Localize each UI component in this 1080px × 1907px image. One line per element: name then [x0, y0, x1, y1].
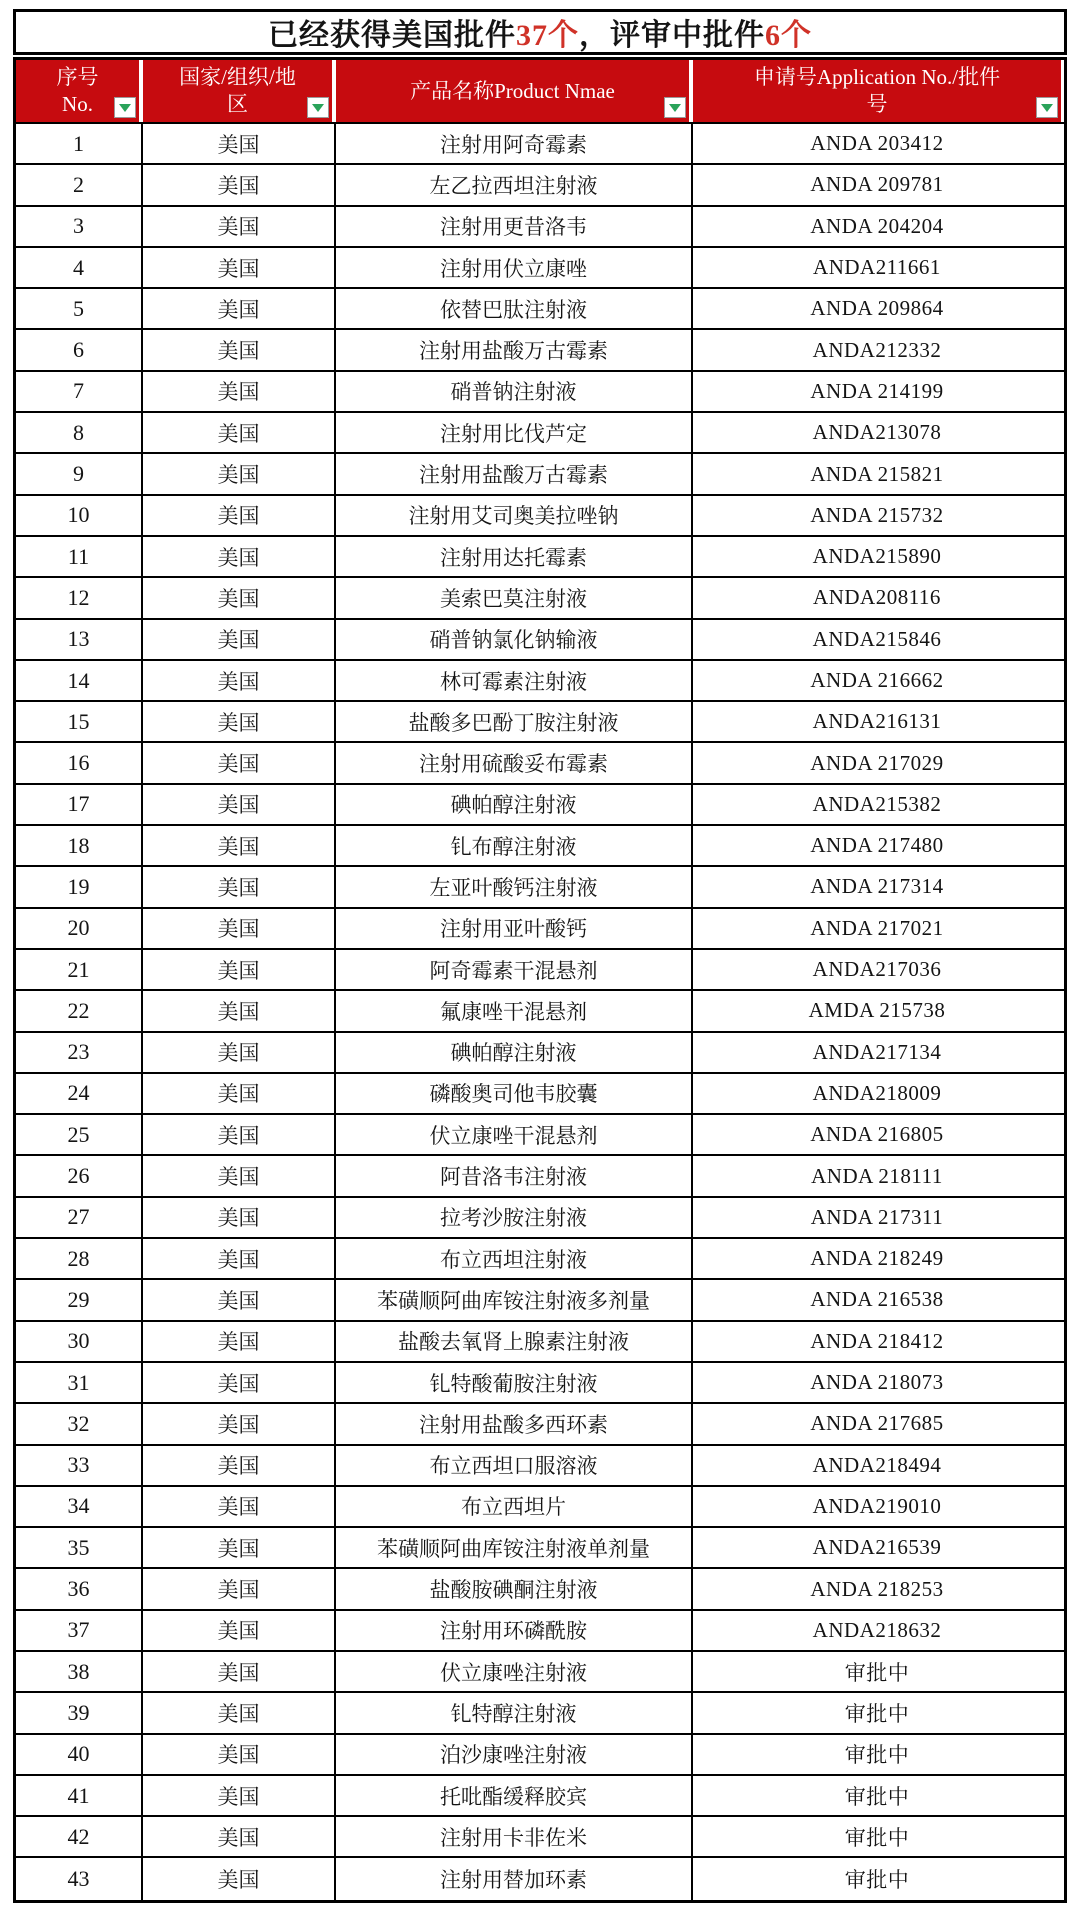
- table-row: [16, 372, 1064, 413]
- cell-app: ANDA 214199: [810, 378, 944, 403]
- cell-app: ANDA 216538: [810, 1287, 944, 1312]
- table-row: [16, 1776, 1064, 1817]
- cell-country: 美国: [143, 289, 336, 328]
- cell-no: 30: [16, 1322, 143, 1361]
- cell-country: 美国: [143, 1693, 336, 1732]
- table-row: [16, 413, 1064, 454]
- triangle-down-icon: [669, 104, 681, 112]
- cell-product: 注射用盐酸多西环素: [336, 1404, 693, 1443]
- table-row: [16, 785, 1064, 826]
- cell-app: ANDA212332: [812, 337, 942, 362]
- approvals-table: [13, 57, 1067, 1903]
- cell-app: 审批中: [844, 1784, 910, 1809]
- cell-app: ANDA 209781: [810, 172, 944, 197]
- table-row: [16, 496, 1064, 537]
- cell-app: ANDA211661: [813, 255, 941, 280]
- cell-no: 31: [16, 1363, 143, 1402]
- cell-product: 林可霉素注射液: [336, 661, 693, 700]
- cell-no: 32: [16, 1404, 143, 1443]
- cell-app: ANDA218632: [812, 1617, 942, 1642]
- column-header-product-name: [336, 60, 693, 122]
- table-row: [16, 1446, 1064, 1487]
- table-row: [16, 1280, 1064, 1321]
- cell-country: 美国: [143, 1404, 336, 1443]
- table-row: [16, 1652, 1064, 1693]
- cell-country: 美国: [143, 1074, 336, 1113]
- cell-app: ANDA 218253: [810, 1576, 944, 1601]
- cell-no: 12: [16, 578, 143, 617]
- cell-product: 伏立康唑干混悬剂: [336, 1115, 693, 1154]
- cell-country: 美国: [143, 950, 336, 989]
- table-row: [16, 330, 1064, 371]
- cell-app: 审批中: [844, 1868, 910, 1893]
- table-row: [16, 1033, 1064, 1074]
- triangle-down-icon: [1041, 104, 1053, 112]
- cell-app: ANDA216131: [812, 709, 942, 734]
- cell-no: 7: [16, 372, 143, 411]
- cell-app: ANDA 209864: [810, 296, 944, 321]
- cell-no: 43: [16, 1858, 143, 1899]
- table-title: [13, 9, 1067, 55]
- cell-no: 28: [16, 1239, 143, 1278]
- cell-product: 阿昔洛韦注射液: [336, 1156, 693, 1195]
- table-row: [16, 826, 1064, 867]
- column-header-label: 申请号Application No./批件 号: [753, 65, 1001, 116]
- cell-country: 美国: [143, 1611, 336, 1650]
- cell-no: 6: [16, 330, 143, 369]
- filter-dropdown-icon[interactable]: [664, 97, 686, 118]
- cell-product: 钆布醇注射液: [336, 826, 693, 865]
- cell-no: 13: [16, 620, 143, 659]
- table-row: [16, 743, 1064, 784]
- column-header-label: 国家/组织/地 区: [179, 65, 296, 116]
- cell-product: 泊沙康唑注射液: [336, 1735, 693, 1774]
- cell-app: ANDA 218111: [811, 1163, 943, 1188]
- cell-product: 左乙拉西坦注射液: [336, 165, 693, 204]
- cell-app: 审批中: [844, 1743, 910, 1768]
- cell-app: ANDA 217314: [810, 874, 944, 899]
- cell-country: 美国: [143, 1363, 336, 1402]
- cell-country: 美国: [143, 578, 336, 617]
- cell-no: 35: [16, 1528, 143, 1567]
- cell-app: ANDA 218412: [810, 1328, 944, 1353]
- cell-no: 10: [16, 496, 143, 535]
- table-row: [16, 1817, 1064, 1858]
- cell-product: 注射用达托霉素: [336, 537, 693, 576]
- cell-product: 磷酸奥司他韦胶囊: [336, 1074, 693, 1113]
- cell-product: 注射用更昔洛韦: [336, 207, 693, 246]
- table-row: [16, 1569, 1064, 1610]
- cell-app: ANDA 217029: [810, 750, 944, 775]
- cell-no: 23: [16, 1033, 143, 1072]
- table-row: [16, 207, 1064, 248]
- table-row: [16, 1363, 1064, 1404]
- cell-app: ANDA213078: [812, 420, 942, 445]
- cell-no: 37: [16, 1611, 143, 1650]
- table-row: [16, 1611, 1064, 1652]
- cell-product: 钆特醇注射液: [336, 1693, 693, 1732]
- cell-product: 碘帕醇注射液: [336, 1033, 693, 1072]
- cell-no: 38: [16, 1652, 143, 1691]
- cell-country: 美国: [143, 785, 336, 824]
- table-row: [16, 1239, 1064, 1280]
- table-row: [16, 909, 1064, 950]
- cell-no: 34: [16, 1487, 143, 1526]
- cell-country: 美国: [143, 454, 336, 493]
- cell-app: ANDA215382: [812, 791, 942, 816]
- cell-country: 美国: [143, 165, 336, 204]
- title-text-prefix: 已经获得美国批件: [268, 19, 516, 52]
- cell-app: ANDA215846: [812, 626, 942, 651]
- approved-count: 37个: [516, 19, 579, 52]
- cell-no: 29: [16, 1280, 143, 1319]
- cell-app: ANDA 218249: [810, 1246, 944, 1271]
- title-text-middle: ，评审中批件: [579, 19, 765, 52]
- table-row: [16, 578, 1064, 619]
- cell-product: 注射用盐酸万古霉素: [336, 330, 693, 369]
- cell-no: 26: [16, 1156, 143, 1195]
- cell-no: 41: [16, 1776, 143, 1815]
- cell-app: ANDA 203412: [810, 131, 944, 156]
- table-header-row: [16, 60, 1064, 122]
- cell-app: 审批中: [844, 1701, 910, 1726]
- cell-product: 美索巴莫注射液: [336, 578, 693, 617]
- cell-country: 美国: [143, 207, 336, 246]
- cell-app: ANDA208116: [813, 585, 941, 610]
- cell-country: 美国: [143, 248, 336, 287]
- cell-no: 15: [16, 702, 143, 741]
- cell-product: 布立西坦注射液: [336, 1239, 693, 1278]
- cell-no: 40: [16, 1735, 143, 1774]
- cell-country: 美国: [143, 1735, 336, 1774]
- cell-no: 8: [16, 413, 143, 452]
- table-row: [16, 248, 1064, 289]
- cell-product: 注射用亚叶酸钙: [336, 909, 693, 948]
- cell-country: 美国: [143, 1156, 336, 1195]
- cell-no: 33: [16, 1446, 143, 1485]
- cell-app: ANDA216539: [812, 1535, 942, 1560]
- cell-no: 2: [16, 165, 143, 204]
- cell-no: 1: [16, 124, 143, 163]
- cell-no: 11: [16, 537, 143, 576]
- cell-no: 19: [16, 867, 143, 906]
- cell-product: 盐酸多巴酚丁胺注射液: [336, 702, 693, 741]
- cell-app: ANDA215890: [812, 544, 942, 569]
- cell-app: ANDA 217021: [810, 915, 944, 940]
- cell-no: 14: [16, 661, 143, 700]
- cell-no: 18: [16, 826, 143, 865]
- cell-no: 3: [16, 207, 143, 246]
- cell-product: 硝普钠氯化钠输液: [336, 620, 693, 659]
- cell-country: 美国: [143, 1446, 336, 1485]
- filter-dropdown-icon[interactable]: [307, 97, 329, 118]
- cell-product: 注射用伏立康唑: [336, 248, 693, 287]
- cell-no: 22: [16, 991, 143, 1030]
- cell-product: 苯磺顺阿曲库铵注射液单剂量: [336, 1528, 693, 1567]
- cell-country: 美国: [143, 867, 336, 906]
- table-row: [16, 620, 1064, 661]
- approval-table-sheet: [13, 9, 1067, 1903]
- cell-product: 硝普钠注射液: [336, 372, 693, 411]
- table-row: [16, 1487, 1064, 1528]
- cell-product: 盐酸去氧肾上腺素注射液: [336, 1322, 693, 1361]
- cell-app: ANDA217134: [812, 1039, 942, 1064]
- cell-no: 24: [16, 1074, 143, 1113]
- cell-country: 美国: [143, 413, 336, 452]
- cell-product: 注射用艾司奥美拉唑钠: [336, 496, 693, 535]
- cell-product: 注射用替加环素: [336, 1858, 693, 1899]
- cell-country: 美国: [143, 330, 336, 369]
- cell-app: ANDA 215732: [810, 502, 944, 527]
- cell-product: 布立西坦口服溶液: [336, 1446, 693, 1485]
- cell-app: ANDA218009: [812, 1080, 942, 1105]
- cell-product: 注射用比伐芦定: [336, 413, 693, 452]
- table-row: [16, 537, 1064, 578]
- cell-app: 审批中: [844, 1825, 910, 1850]
- triangle-down-icon: [312, 104, 324, 112]
- table-row: [16, 1322, 1064, 1363]
- filter-dropdown-icon[interactable]: [1036, 97, 1058, 118]
- table-row: [16, 1858, 1064, 1899]
- cell-app: ANDA 217480: [810, 833, 944, 858]
- table-row: [16, 124, 1064, 165]
- table-row: [16, 1735, 1064, 1776]
- cell-app: ANDA219010: [812, 1493, 942, 1518]
- table-row: [16, 1115, 1064, 1156]
- cell-country: 美国: [143, 1776, 336, 1815]
- triangle-down-icon: [119, 104, 131, 112]
- table-row: [16, 867, 1064, 908]
- cell-country: 美国: [143, 1652, 336, 1691]
- cell-app: ANDA 204204: [810, 213, 944, 238]
- cell-no: 21: [16, 950, 143, 989]
- cell-app: ANDA217036: [812, 957, 942, 982]
- cell-no: 9: [16, 454, 143, 493]
- cell-no: 27: [16, 1198, 143, 1237]
- cell-no: 5: [16, 289, 143, 328]
- cell-country: 美国: [143, 661, 336, 700]
- cell-app: ANDA218494: [812, 1452, 942, 1477]
- column-header-label: 产品名称Product Nmae: [410, 78, 615, 103]
- cell-product: 盐酸胺碘酮注射液: [336, 1569, 693, 1608]
- cell-country: 美国: [143, 909, 336, 948]
- cell-app: ANDA 215821: [810, 461, 944, 486]
- cell-app: ANDA 216662: [810, 668, 944, 692]
- cell-no: 39: [16, 1693, 143, 1732]
- cell-app: AMDA 215738: [808, 998, 946, 1023]
- cell-country: 美国: [143, 1280, 336, 1319]
- cell-app: ANDA 218073: [810, 1370, 944, 1395]
- cell-app: ANDA 217685: [810, 1411, 944, 1436]
- cell-country: 美国: [143, 1322, 336, 1361]
- table-row: [16, 1074, 1064, 1115]
- cell-country: 美国: [143, 620, 336, 659]
- cell-country: 美国: [143, 537, 336, 576]
- cell-product: 拉考沙胺注射液: [336, 1198, 693, 1237]
- cell-country: 美国: [143, 743, 336, 782]
- table-row: [16, 1693, 1064, 1734]
- cell-country: 美国: [143, 496, 336, 535]
- cell-country: 美国: [143, 1569, 336, 1608]
- cell-country: 美国: [143, 991, 336, 1030]
- cell-country: 美国: [143, 1528, 336, 1567]
- cell-app: ANDA 216805: [810, 1122, 944, 1147]
- cell-app: ANDA 217311: [810, 1204, 944, 1229]
- column-header-no: [16, 60, 143, 122]
- table-row: [16, 454, 1064, 495]
- table-row: [16, 702, 1064, 743]
- cell-country: 美国: [143, 826, 336, 865]
- cell-country: 美国: [143, 1115, 336, 1154]
- cell-country: 美国: [143, 1033, 336, 1072]
- cell-product: 钆特酸葡胺注射液: [336, 1363, 693, 1402]
- cell-product: 注射用盐酸万古霉素: [336, 454, 693, 493]
- table-row: [16, 950, 1064, 991]
- cell-no: 4: [16, 248, 143, 287]
- table-row: [16, 1156, 1064, 1197]
- cell-product: 托吡酯缓释胶宾: [336, 1776, 693, 1815]
- column-header-application-no: [693, 60, 1061, 122]
- cell-product: 碘帕醇注射液: [336, 785, 693, 824]
- cell-country: 美国: [143, 1858, 336, 1899]
- cell-country: 美国: [143, 1198, 336, 1237]
- cell-country: 美国: [143, 1817, 336, 1856]
- table-row: [16, 1198, 1064, 1239]
- table-row: [16, 289, 1064, 330]
- pending-count: 6个: [765, 19, 812, 52]
- cell-no: 36: [16, 1569, 143, 1608]
- filter-dropdown-icon[interactable]: [114, 97, 136, 118]
- cell-product: 依替巴肽注射液: [336, 289, 693, 328]
- table-row: [16, 1404, 1064, 1445]
- cell-product: 注射用硫酸妥布霉素: [336, 743, 693, 782]
- table-row: [16, 1528, 1064, 1569]
- cell-product: 注射用卡非佐米: [336, 1817, 693, 1856]
- cell-country: 美国: [143, 372, 336, 411]
- cell-product: 阿奇霉素干混悬剂: [336, 950, 693, 989]
- table-row: [16, 165, 1064, 206]
- cell-no: 42: [16, 1817, 143, 1856]
- cell-country: 美国: [143, 124, 336, 163]
- cell-product: 布立西坦片: [336, 1487, 693, 1526]
- table-row: [16, 991, 1064, 1032]
- cell-product: 注射用环磷酰胺: [336, 1611, 693, 1650]
- cell-product: 注射用阿奇霉素: [336, 124, 693, 163]
- cell-no: 20: [16, 909, 143, 948]
- cell-no: 17: [16, 785, 143, 824]
- column-header-label: 序号 No.: [56, 65, 99, 116]
- cell-product: 氟康唑干混悬剂: [336, 991, 693, 1030]
- cell-app: 审批中: [844, 1660, 910, 1685]
- cell-product: 苯磺顺阿曲库铵注射液多剂量: [336, 1280, 693, 1319]
- cell-country: 美国: [143, 702, 336, 741]
- cell-country: 美国: [143, 1239, 336, 1278]
- column-header-country-region: [143, 60, 336, 122]
- cell-product: 伏立康唑注射液: [336, 1652, 693, 1691]
- table-body: [16, 122, 1064, 1900]
- cell-product: 左亚叶酸钙注射液: [336, 867, 693, 906]
- cell-country: 美国: [143, 1487, 336, 1526]
- cell-no: 25: [16, 1115, 143, 1154]
- cell-no: 16: [16, 743, 143, 782]
- table-row: [16, 661, 1064, 702]
